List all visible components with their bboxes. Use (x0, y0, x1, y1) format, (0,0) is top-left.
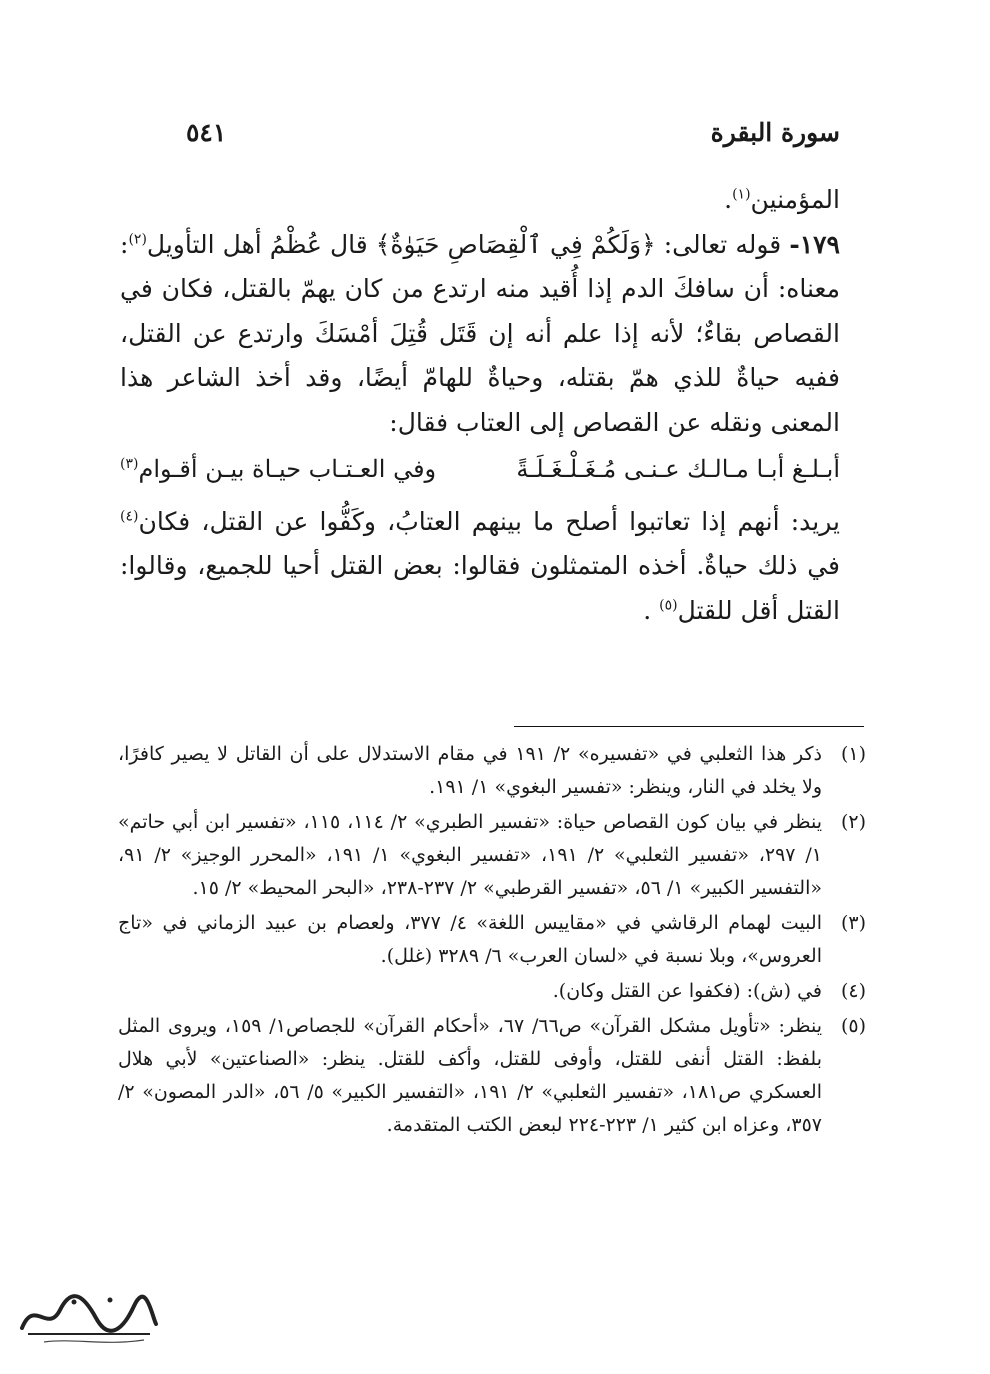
footnote-3: (٣) البيت لهمام الرقاشي في «مقاييس اللغة» ٤/ ٣٧٧، ولعصام بن عبيد الزماني في «تاج العروس»، وبلا نسبة في «لسان العرب» ٦/ ٣٢٨٩ (غلل). (118, 912, 866, 967)
paragraph-explanation: يريد: أنهم إذا تعاتبوا أصلح ما بينهم العتابُ، وكَفُّوا عن القتل، فكان$^{(٤)}$ في ذلك حياةٌ. أخذه المتمثلون فقالوا: بعض القتل أحيا للجميع، وقالوا: القتل أقل للقتل$^{(٥)}$ . (120, 506, 840, 625)
footnote-divider (514, 726, 864, 727)
footnote-ref-4[interactable]: (٤) (120, 508, 139, 525)
footnote-1: (١) ذكر هذا الثعلبي في «تفسيره» ٢/ ١٩١ في مقام الاستدلال على أن القاتل لا يصير كافرًا، ولا يخلد في النار، وينظر: «تفسير البغوي» ١/ ١٩١. (118, 743, 866, 798)
poem-first-hemistich: أبـلـغ أبـا مـالـك عـنـى مُـغَـلْـغَـلَـةً (516, 455, 840, 483)
watermark-logo (14, 1288, 162, 1350)
paragraph-179: ١٧٩- قوله تعالى: ﴿وَلَكُمْ فِي ٱلْقِصَاصِ حَيَوٰةٌ﴾ قال عُظْمُ أهل التأويل$^{(٢)}$: معناه: أن سافكَ الدم إذا أُقيد منه ارتدع من كان يهمّ بالقتل، فكان في القصاص بقاءٌ؛ لأنه إذا علم أنه إن قَتَل قُتِلَ أمْسَكَ وارتدع عن القتل، ففيه حياةٌ للذي همّ بقتله، وحياةٌ للهامّ أيضًا، وقد أخذ الشاعر هذا المعنى ونقله عن القصاص إلى العتاب فقال: (120, 229, 840, 437)
paragraph-continuation: المؤمنين$^{(١)}$. (724, 185, 840, 214)
footnote-4: (٤) في (ش): (فكفوا عن القتل وكان). (552, 980, 866, 1002)
footnote-2: (٢) ينظر في بيان كون القصاص حياة: «تفسير الطبري» ٢/ ١١٤، ١١٥، «تفسير ابن أبي حاتم» ١/ ٢٩٧، «تفسير الثعلبي» ٢/ ١٩١، «تفسير البغوي» ١/ ١٩١، «المحرر الوجيز» ٢/ ٩١، «التفسير الكبير» ١/ ٥٦، «تفسير القرطبي» ٢/ ٢٣٧-٢٣٨، «البحر المحيط» ٢/ ١٥. (118, 811, 866, 899)
quran-quote: ﴿وَلَكُمْ فِي ٱلْقِصَاصِ حَيَوٰةٌ﴾ (375, 229, 656, 259)
footnote-ref-5[interactable]: (٥) (659, 597, 678, 614)
footnote-5: (٥) ينظر: «تأويل مشكل القرآن» ص٦٦/ ٦٧، «أحكام القرآن» للجصاص١/ ١٥٩، ويروى المثل بلفظ: القتل أنفى للقتل، وأوفى للقتل، وأكف للقتل. ينظر: «الصناعتين» لأبي هلال العسكري ص١٨١، «تفسير الثعلبي» ٢/ ١٩١، «التفسير الكبير» ٥/ ٥٦، «الدر المصون» ٢/ ٣٥٧، وعزاه ابن كثير ١/ ٢٢٣-٢٢٤ لبعض الكتب المتقدمة. (118, 1015, 866, 1136)
poem-second-hemistich: وفي العـتـاب حيـاة بيـن أقـوام$^{(٣)}$ (120, 455, 437, 483)
page-number: ٥٤١ (186, 117, 227, 147)
surah-title: سورة البقرة (710, 117, 840, 147)
verse-number: ١٧٩- (789, 229, 840, 259)
footnote-ref-1[interactable]: (١) (732, 186, 751, 203)
main-text (120, 178, 840, 633)
footnotes (118, 738, 866, 1144)
footnote-ref-3[interactable]: (٣) (120, 456, 139, 472)
poem-verse (120, 447, 840, 492)
running-header (186, 112, 840, 152)
footnote-ref-2[interactable]: (٢) (128, 231, 147, 248)
